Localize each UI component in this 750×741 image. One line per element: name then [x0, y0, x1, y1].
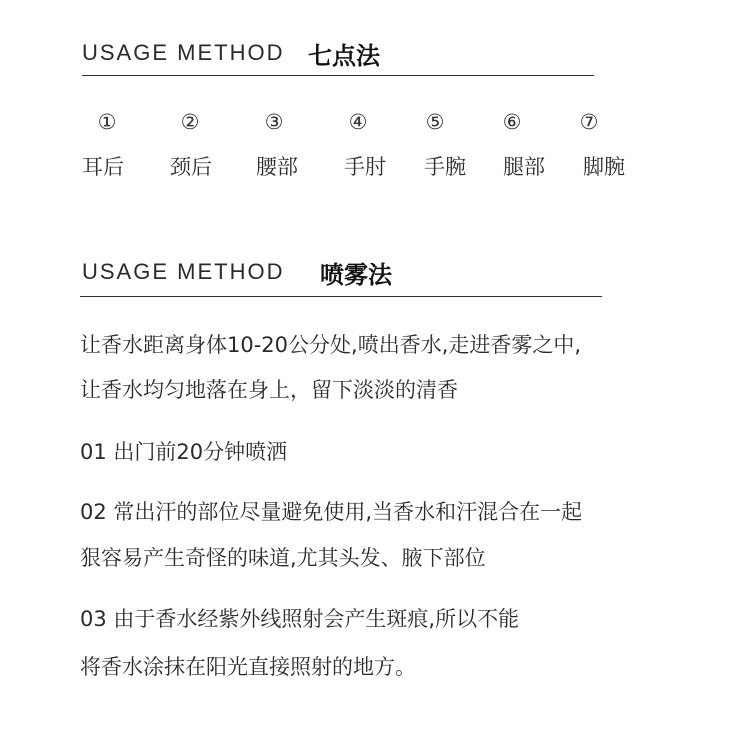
step-1-label: 耳后 — [82, 155, 124, 179]
step-6-label: 腿部 — [503, 155, 545, 179]
section1-heading — [82, 40, 380, 70]
spray-line-2: 让香水均匀地落在身上，留下淡淡的清香 — [80, 378, 458, 402]
step-7-label: 脚腕 — [583, 155, 625, 179]
tip-01-line: 01 出门前20分钟喷洒 — [80, 440, 288, 464]
tip-03-line-1: 03 由于香水经紫外线照射会产生斑痕,所以不能 — [80, 607, 520, 631]
step-2-number: ② — [180, 110, 200, 134]
section1-heading-en: USAGE METHOD — [82, 40, 285, 65]
step-5-number: ⑤ — [425, 110, 445, 134]
tip-03-line-2: 将香水涂抹在阳光直接照射的地方。 — [80, 655, 416, 679]
section2-heading-zh: 喷雾法 — [320, 261, 392, 289]
step-1-number: ① — [97, 110, 117, 134]
tip-02-line-2: 狠容易产生奇怪的味道,尤其头发、腋下部位 — [80, 546, 486, 570]
step-2-label: 颈后 — [170, 155, 212, 179]
tip-02-line-1: 02 常出汗的部位尽量避免使用,当香水和汗混合在一起 — [80, 500, 583, 524]
section2-heading — [82, 259, 392, 289]
section2-heading-en: USAGE METHOD — [82, 259, 285, 284]
section1-divider — [82, 75, 594, 76]
step-5-label: 手腕 — [424, 155, 466, 179]
step-3-number: ③ — [264, 110, 284, 134]
section2-divider — [80, 296, 602, 297]
step-4-label: 手肘 — [344, 155, 386, 179]
step-4-number: ④ — [348, 110, 368, 134]
step-7-number: ⑦ — [579, 110, 599, 134]
step-6-number: ⑥ — [502, 110, 522, 134]
spray-line-1: 让香水距离身体10-20公分处,喷出香水,走进香雾之中, — [80, 333, 582, 357]
step-3-label: 腰部 — [256, 155, 298, 179]
section1-heading-zh: 七点法 — [308, 42, 380, 70]
